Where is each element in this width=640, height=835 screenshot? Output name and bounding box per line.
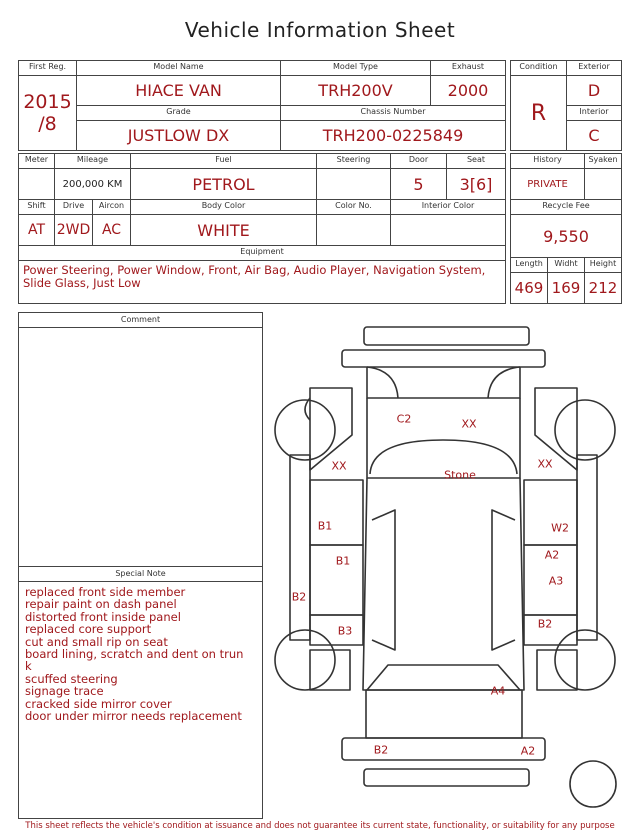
door-label: Door — [391, 154, 447, 169]
page-title: Vehicle Information Sheet — [184, 18, 456, 42]
width-value: 169 — [548, 273, 585, 304]
damage-mark-a3-right: A3 — [548, 574, 564, 588]
damage-mark-c2: C2 — [396, 412, 412, 426]
damage-mark-a2-right: A2 — [544, 548, 560, 562]
seat-value: 3[6] — [447, 169, 506, 200]
wheel-rear-left — [275, 630, 335, 690]
left-rear-quarter — [310, 650, 350, 690]
special-note-item: cut and small rip on seat — [25, 634, 168, 649]
damage-mark-b3-left: B3 — [337, 624, 353, 638]
left-door-front — [310, 480, 363, 545]
hood — [367, 367, 520, 398]
special-note-item: replaced core support — [25, 622, 152, 637]
chassis-number-label: Chassis Number — [281, 106, 506, 121]
disclaimer-footer: This sheet reflects the vehicle's condition at issuance and does not guarantee its current state, functionality, or suitability for any purpose — [25, 821, 615, 831]
grade-value: JUSTLOW DX — [77, 121, 281, 151]
damage-mark-b2-right: B2 — [537, 617, 553, 631]
length-value: 469 — [511, 273, 548, 304]
length-label: Length — [511, 258, 548, 273]
body-color-label: Body Color — [131, 200, 317, 215]
rear-bumper — [342, 738, 545, 760]
special-note-item: distorted front inside panel — [25, 609, 181, 624]
damage-mark-b2-left: B2 — [291, 590, 307, 604]
damage-mark-a4-rear: A4 — [490, 684, 506, 698]
grade-label: Grade — [77, 106, 281, 121]
exhaust-value: 2000 — [431, 76, 506, 106]
damage-mark-b1-left-upper: B1 — [317, 519, 333, 533]
front-bumper — [342, 350, 545, 367]
left-rear-panel — [310, 615, 363, 645]
comment-label: Comment — [19, 313, 262, 328]
chassis-number-value: TRH200-0225849 — [281, 121, 506, 151]
seat-label: Seat — [447, 154, 506, 169]
door-value: 5 — [391, 169, 447, 200]
special-note-item: board lining, scratch and dent on trun — [25, 647, 244, 662]
damage-mark-w2-right: W2 — [551, 521, 569, 535]
shift-label: Shift — [19, 200, 55, 215]
mileage-label: Mileage — [55, 154, 131, 169]
shift-value: AT — [19, 215, 55, 246]
roof-rail-left — [372, 510, 395, 650]
body-color-value: WHITE — [131, 215, 317, 246]
special-note-item: repair paint on dash panel — [25, 597, 177, 612]
special-note-item: replaced front side member — [25, 585, 186, 599]
history-label: History — [511, 154, 585, 169]
roof — [363, 478, 524, 690]
first-reg-month: /8 — [38, 113, 57, 135]
model-name-value: HIACE VAN — [77, 76, 281, 106]
front-bumper-top — [364, 327, 529, 345]
right-rocker — [577, 455, 597, 640]
wheel-rear-right — [555, 630, 615, 690]
damage-mark-xx-left: XX — [331, 459, 347, 473]
wheel-front-right — [555, 400, 615, 460]
interior-label: Interior — [567, 106, 622, 121]
headlight-left — [367, 367, 398, 398]
windshield-frame — [367, 398, 520, 478]
first-reg-label: First Reg. — [19, 61, 77, 76]
mileage-value: 200,000 KM — [55, 169, 131, 200]
drive-value: 2WD — [55, 215, 93, 246]
height-label: Height — [585, 258, 622, 273]
spare-wheel — [570, 761, 616, 807]
exhaust-label: Exhaust — [431, 61, 506, 76]
aircon-value: AC — [93, 215, 131, 246]
condition-label: Condition — [511, 61, 567, 76]
damage-mark-stone: Stone — [444, 468, 476, 482]
meter-label: Meter — [19, 154, 55, 169]
interior-value: C — [567, 121, 622, 151]
special-note-item: cracked side mirror cover — [25, 696, 172, 711]
damage-mark-b1-left-lower: B1 — [335, 554, 351, 568]
condition-value: R — [511, 76, 567, 151]
rear-bumper-lower — [364, 769, 529, 786]
height-value: 212 — [585, 273, 622, 304]
special-note-label: Special Note — [19, 567, 262, 582]
model-name-label: Model Name — [77, 61, 281, 76]
first-reg-year: 2015 — [23, 91, 72, 113]
interior-color-label: Interior Color — [391, 200, 506, 215]
headlight-right — [488, 367, 520, 398]
width-label: Widht — [548, 258, 585, 273]
special-note-item: signage trace — [25, 684, 104, 699]
recycle-fee-label: Recycle Fee — [511, 200, 622, 215]
special-note-item: scuffed steering — [25, 671, 118, 686]
exterior-value: D — [567, 76, 622, 106]
damage-mark-xx-right: XX — [537, 457, 553, 471]
fuel-value: PETROL — [131, 169, 317, 200]
model-type-value: TRH200V — [281, 76, 431, 106]
left-rocker — [290, 455, 310, 640]
aircon-label: Aircon — [93, 200, 131, 215]
damage-mark-b2-bumper: B2 — [373, 743, 389, 757]
model-type-label: Model Type — [281, 61, 431, 76]
damage-mark-xx-roof: XX — [461, 417, 477, 431]
color-no-label: Color No. — [317, 200, 391, 215]
drive-label: Drive — [55, 200, 93, 215]
roof-rail-right — [492, 510, 515, 650]
exterior-label: Exterior — [567, 61, 622, 76]
special-note-item: door under mirror needs replacement — [25, 709, 242, 724]
fuel-label: Fuel — [131, 154, 317, 169]
recycle-fee-value: 9,550 — [511, 215, 622, 258]
syaken-label: Syaken — [585, 154, 622, 169]
history-value: PRIVATE — [511, 169, 585, 200]
equipment-label: Equipment — [19, 246, 506, 261]
right-door-front — [524, 480, 577, 545]
steering-label: Steering — [317, 154, 391, 169]
special-note-item: k — [25, 659, 32, 674]
equipment-value: Power Steering, Power Window, Front, Air Bag, Audio Player, Navigation System, Slide Glass, Just Low — [19, 261, 506, 304]
damage-mark-a2-bumper: A2 — [520, 744, 536, 758]
